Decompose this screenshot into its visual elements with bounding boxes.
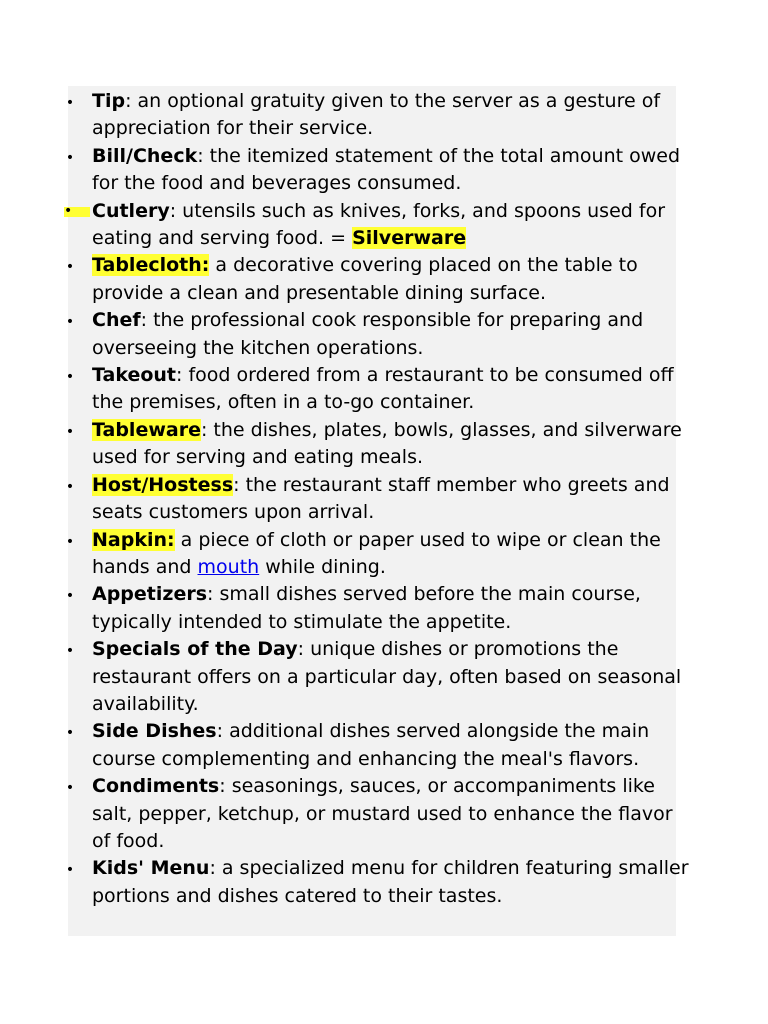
list-item — [0, 252, 690, 307]
term: Side Dishes — [92, 720, 217, 743]
list-item — [0, 718, 690, 773]
bullet-icon: • — [65, 588, 75, 605]
bullet-icon: • — [65, 862, 75, 879]
highlighted-term: Tableware — [92, 418, 201, 441]
list-item — [0, 855, 690, 910]
term: Kids' Menu — [92, 857, 210, 880]
term: Cutlery — [92, 199, 170, 222]
list-item — [0, 527, 690, 582]
list-item — [0, 773, 690, 855]
glossary-list — [0, 88, 690, 910]
bullet-icon: • — [65, 149, 75, 166]
definition: : the itemized statement of the total amount owed for the food and beverages consumed. — [92, 144, 681, 195]
highlighted-term: Napkin: — [92, 528, 175, 551]
definition: a piece of cloth or paper used to wipe or clean the hands and — [92, 528, 661, 578]
term: Tip — [92, 90, 126, 112]
list-item — [0, 143, 690, 198]
bullet-icon: • — [65, 533, 75, 550]
list-item — [0, 307, 690, 362]
definition: : an optional gratuity given to the server as a gesture of appreciation for their service. — [92, 90, 661, 140]
term: Condiments — [92, 775, 220, 798]
definition: a decorative covering placed on the table to provide a clean and presentable dining surface. — [92, 254, 638, 304]
bullet-icon: • — [65, 478, 75, 495]
bullet-icon: • — [65, 259, 75, 276]
definition: : the restaurant staff member who greets and seats customers upon arrival. — [92, 473, 670, 524]
list-item — [0, 417, 690, 472]
highlighted-bullet-icon: • — [64, 207, 90, 217]
bullet-icon: • — [65, 314, 75, 331]
bullet-icon: • — [65, 643, 75, 660]
bullet-icon: • — [65, 780, 75, 797]
definition: : the professional cook responsible for preparing and overseeing the kitchen operations. — [92, 309, 644, 359]
list-item — [0, 636, 690, 718]
bullet-icon: • — [65, 95, 75, 111]
definition: : small dishes served before the main course, typically intended to stimulate the appetite. — [92, 583, 641, 633]
bullet-icon: • — [65, 369, 75, 386]
term: Bill/Check — [92, 144, 198, 167]
highlighted-term: Host/Hostess — [92, 473, 234, 496]
term: Specials of the Day — [92, 638, 298, 661]
definition-continued: while dining. — [259, 555, 386, 578]
highlighted-term: Tablecloth: — [92, 254, 210, 277]
list-item — [0, 581, 690, 636]
term: Chef — [92, 309, 141, 332]
mouth-link[interactable]: mouth — [197, 555, 260, 578]
bullet-icon: • — [65, 423, 75, 440]
definition: : a specialized menu for children featuring smaller portions and dishes catered to their tastes. — [92, 857, 689, 907]
list-item — [0, 362, 690, 417]
bullet-icon: • — [65, 725, 75, 742]
list-item — [0, 472, 690, 527]
list-item — [0, 198, 690, 253]
definition: : unique dishes or promotions the restaurant offers on a particular day, often based on seasonal availability. — [92, 638, 682, 715]
list-item — [0, 88, 690, 143]
definition: : additional dishes served alongside the main course complementing and enhancing the meal's flavors. — [92, 720, 650, 770]
definition: : seasonings, sauces, or accompaniments like salt, pepper, ketchup, or mustard used to enhance the flavor of food. — [92, 775, 673, 852]
definition: : utensils such as knives, forks, and spoons used for eating and serving food. = — [92, 199, 665, 250]
highlighted-term: Silverware — [352, 227, 467, 250]
term: Appetizers — [92, 583, 208, 606]
definition: : the dishes, plates, bowls, glasses, and silverware used for serving and eating meals. — [92, 418, 682, 469]
definition: : food ordered from a restaurant to be consumed off the premises, often in a to-go container. — [92, 364, 674, 414]
term: Takeout — [92, 364, 177, 387]
